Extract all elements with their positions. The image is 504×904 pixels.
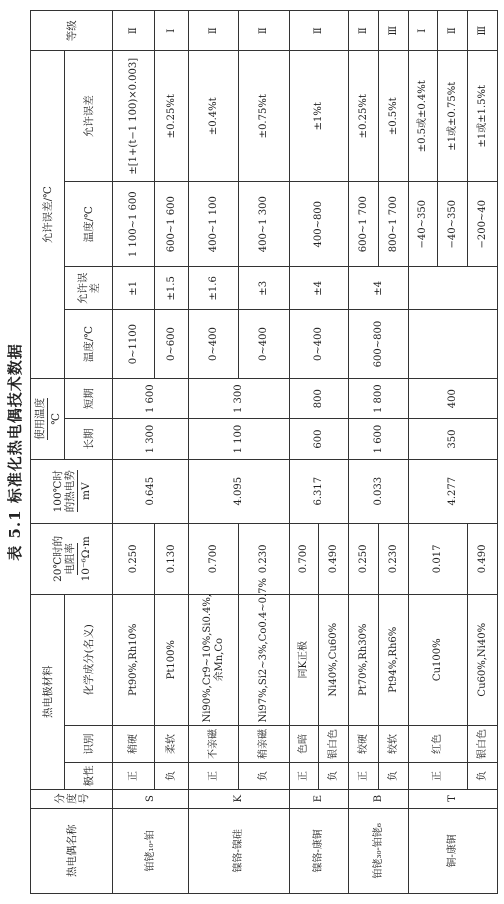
resistivity-cell: 0.700 bbox=[289, 523, 319, 594]
composition-cell: Cu100% bbox=[408, 594, 468, 725]
composition-cell: Ni40%,Cu60% bbox=[319, 594, 349, 725]
temp-a-cell: 0~400 bbox=[289, 310, 349, 379]
composition-cell: Pt70%,Rh30% bbox=[349, 594, 379, 725]
table-row bbox=[113, 11, 154, 894]
resistivity-cell: 0.017 bbox=[408, 523, 468, 594]
temp-b-cell: −40~350 bbox=[438, 182, 468, 267]
thermocouple-data-table bbox=[30, 10, 498, 894]
tol-a-cell: ±1.6 bbox=[188, 267, 238, 310]
longterm-cell: 1 300 bbox=[113, 419, 189, 459]
longterm-cell: 1 600 bbox=[349, 419, 409, 459]
header-shortterm: 短期 bbox=[65, 379, 113, 419]
identify-cell: 不亲磁 bbox=[188, 725, 238, 763]
temp-b-cell: 800~1 700 bbox=[378, 182, 408, 267]
temp-b-cell: 600~1 700 bbox=[349, 182, 379, 267]
table-row bbox=[188, 11, 238, 894]
temp-b-cell: 400~800 bbox=[289, 182, 349, 267]
tol-b-cell: ±0.75%t bbox=[239, 51, 289, 182]
tol-b-cell: ±1%t bbox=[289, 51, 349, 182]
tol-b-cell: ±0.25%t bbox=[154, 51, 188, 182]
table-row bbox=[408, 11, 438, 894]
grade-cell: Ⅱ bbox=[239, 11, 289, 51]
polarity-cell: 负 bbox=[468, 763, 498, 789]
shortterm-cell: 1 800 bbox=[349, 379, 409, 419]
composition-cell: Pt90%,Rh10% bbox=[113, 594, 154, 725]
identify-cell: 稍亲磁 bbox=[239, 725, 289, 763]
composition-cell: Ni97%,Si2~3%,Co0.4~0.7% bbox=[239, 594, 289, 725]
temp-b-cell: 400~1 100 bbox=[188, 182, 238, 267]
emf-cell: 4.095 bbox=[188, 459, 289, 523]
temp-b-cell: 600~1 600 bbox=[154, 182, 188, 267]
table-row bbox=[349, 11, 379, 894]
header-grade: 等级 bbox=[31, 11, 113, 51]
identify-cell: 色暗 bbox=[289, 725, 319, 763]
header-thermo-emf: 100℃时 的热电势 mV bbox=[31, 459, 113, 523]
header-longterm: 长期 bbox=[65, 419, 113, 459]
temp-a-cell: 600~800 bbox=[349, 310, 409, 379]
type-name: 镍铬-康铜 bbox=[289, 808, 349, 893]
grade-cell: Ⅲ bbox=[378, 11, 408, 51]
header-row-1 bbox=[31, 11, 65, 894]
longterm-cell: 600 bbox=[289, 419, 349, 459]
composition-cell: Ni90%,Cr9~10%,Si0.4%,余Mn,Co bbox=[188, 594, 238, 725]
tol-b-cell: ±0.25%t bbox=[349, 51, 379, 182]
identify-cell: 柔软 bbox=[154, 725, 188, 763]
header-resistivity: 20℃时的 电阻率 10⁻⁶Ω·m bbox=[31, 523, 113, 594]
resistivity-cell: 0.230 bbox=[239, 523, 289, 594]
header-row-2 bbox=[65, 11, 113, 894]
polarity-cell: 正 bbox=[289, 763, 319, 789]
header-tolerance: 允许误差/℃ bbox=[31, 51, 65, 379]
identify-cell: 较软 bbox=[378, 725, 408, 763]
header-use-temperature: 使用温度 ℃ bbox=[31, 379, 65, 460]
identify-cell: 银白色 bbox=[319, 725, 349, 763]
identify-cell: 银白色 bbox=[468, 725, 498, 763]
emf-cell: 4.277 bbox=[408, 459, 497, 523]
resistivity-cell: 0.250 bbox=[349, 523, 379, 594]
grade-cell: Ⅱ bbox=[113, 11, 154, 51]
tol-b-cell: ±1或±1.5%t bbox=[468, 51, 498, 182]
resistivity-cell: 0.490 bbox=[468, 523, 498, 594]
header-tolerance-b: 允许误差 bbox=[65, 51, 113, 182]
longterm-cell: 1 100 bbox=[188, 419, 289, 459]
header-electrode-material: 热电极材料 bbox=[31, 594, 65, 789]
type-name: 镍铬-镍硅 bbox=[188, 808, 289, 893]
temp-a-cell: 0~400 bbox=[188, 310, 238, 379]
resistivity-cell: 0.490 bbox=[319, 523, 349, 594]
tol-a-cell: ±1 bbox=[113, 267, 154, 310]
shortterm-cell: 400 bbox=[408, 379, 497, 419]
polarity-cell: 正 bbox=[188, 763, 238, 789]
table-caption: 表 5.1 标准化热电偶技术数据 bbox=[6, 343, 24, 561]
table-row bbox=[289, 11, 319, 894]
composition-cell: Pt94%,Rh6% bbox=[378, 594, 408, 725]
header-thermocouple-name: 热电偶名称 bbox=[31, 808, 113, 893]
polarity-cell: 负 bbox=[319, 763, 349, 789]
tol-b-cell: ±0.4%t bbox=[188, 51, 238, 182]
temp-b-cell: 1 100~1 600 bbox=[113, 182, 154, 267]
polarity-cell: 负 bbox=[154, 763, 188, 789]
header-temperature-b: 温度/℃ bbox=[65, 182, 113, 267]
grade-cell: Ⅰ bbox=[154, 11, 188, 51]
shortterm-cell: 1 600 bbox=[113, 379, 189, 419]
grade-cell: Ⅲ bbox=[468, 11, 498, 51]
polarity-cell: 正 bbox=[349, 763, 379, 789]
type-code: B bbox=[349, 789, 409, 808]
tol-a-cell bbox=[408, 267, 497, 310]
temp-b-cell: −200~40 bbox=[468, 182, 498, 267]
header-identify: 识别 bbox=[65, 725, 113, 763]
type-name: 铂铑₃₀-铂铑₆ bbox=[349, 808, 409, 893]
temp-b-cell: 400~1 300 bbox=[239, 182, 289, 267]
polarity-cell: 正 bbox=[113, 763, 154, 789]
identify-cell: 红色 bbox=[408, 725, 468, 763]
identify-cell: 稍硬 bbox=[113, 725, 154, 763]
tol-a-cell: ±4 bbox=[289, 267, 349, 310]
resistivity-cell: 0.250 bbox=[113, 523, 154, 594]
tol-a-cell: ±4 bbox=[349, 267, 409, 310]
tol-b-cell: ±0.5或±0.4%t bbox=[408, 51, 438, 182]
type-code: T bbox=[408, 789, 497, 808]
header-tolerance-a: 允许误差 bbox=[65, 267, 113, 310]
type-code: K bbox=[188, 789, 289, 808]
tol-b-cell: ±0.5%t bbox=[378, 51, 408, 182]
longterm-cell: 350 bbox=[408, 419, 497, 459]
emf-cell: 6.317 bbox=[289, 459, 349, 523]
resistivity-cell: 0.700 bbox=[188, 523, 238, 594]
grade-cell: Ⅱ bbox=[188, 11, 238, 51]
header-composition: 化学成分(名义) bbox=[65, 594, 113, 725]
temp-a-cell: 0~1100 bbox=[113, 310, 154, 379]
resistivity-cell: 0.230 bbox=[378, 523, 408, 594]
identify-cell: 较硬 bbox=[349, 725, 379, 763]
resistivity-cell: 0.130 bbox=[154, 523, 188, 594]
type-code: E bbox=[289, 789, 349, 808]
header-grade-number: 分 度 号 bbox=[31, 789, 113, 808]
grade-cell: Ⅱ bbox=[438, 11, 468, 51]
emf-cell: 0.645 bbox=[113, 459, 189, 523]
grade-cell: Ⅰ bbox=[408, 11, 438, 51]
composition-cell: 同K正极 bbox=[289, 594, 319, 725]
temp-a-cell: 0~600 bbox=[154, 310, 188, 379]
polarity-cell: 正 bbox=[408, 763, 468, 789]
shortterm-cell: 1 300 bbox=[188, 379, 289, 419]
temp-b-cell: −40~350 bbox=[408, 182, 438, 267]
temp-a-cell: 0~400 bbox=[239, 310, 289, 379]
composition-cell: Pt100% bbox=[154, 594, 188, 725]
header-polarity: 极性 bbox=[65, 763, 113, 789]
type-code: S bbox=[113, 789, 189, 808]
emf-cell: 0.033 bbox=[349, 459, 409, 523]
polarity-cell: 负 bbox=[239, 763, 289, 789]
type-name: 铂铑₁₀-铂 bbox=[113, 808, 189, 893]
grade-cell: Ⅱ bbox=[349, 11, 379, 51]
tol-a-cell: ±1.5 bbox=[154, 267, 188, 310]
header-temperature-a: 温度/℃ bbox=[65, 310, 113, 379]
type-name: 铜-康铜 bbox=[408, 808, 497, 893]
grade-cell: Ⅱ bbox=[289, 11, 349, 51]
composition-cell: Cu60%,Ni40% bbox=[468, 594, 498, 725]
tol-b-cell: ±1或±0.75%t bbox=[438, 51, 468, 182]
temp-a-cell bbox=[408, 310, 497, 379]
polarity-cell: 负 bbox=[378, 763, 408, 789]
shortterm-cell: 800 bbox=[289, 379, 349, 419]
tol-b-cell: ±[1+(t−1 100)×0.003] bbox=[113, 51, 154, 182]
tol-a-cell: ±3 bbox=[239, 267, 289, 310]
